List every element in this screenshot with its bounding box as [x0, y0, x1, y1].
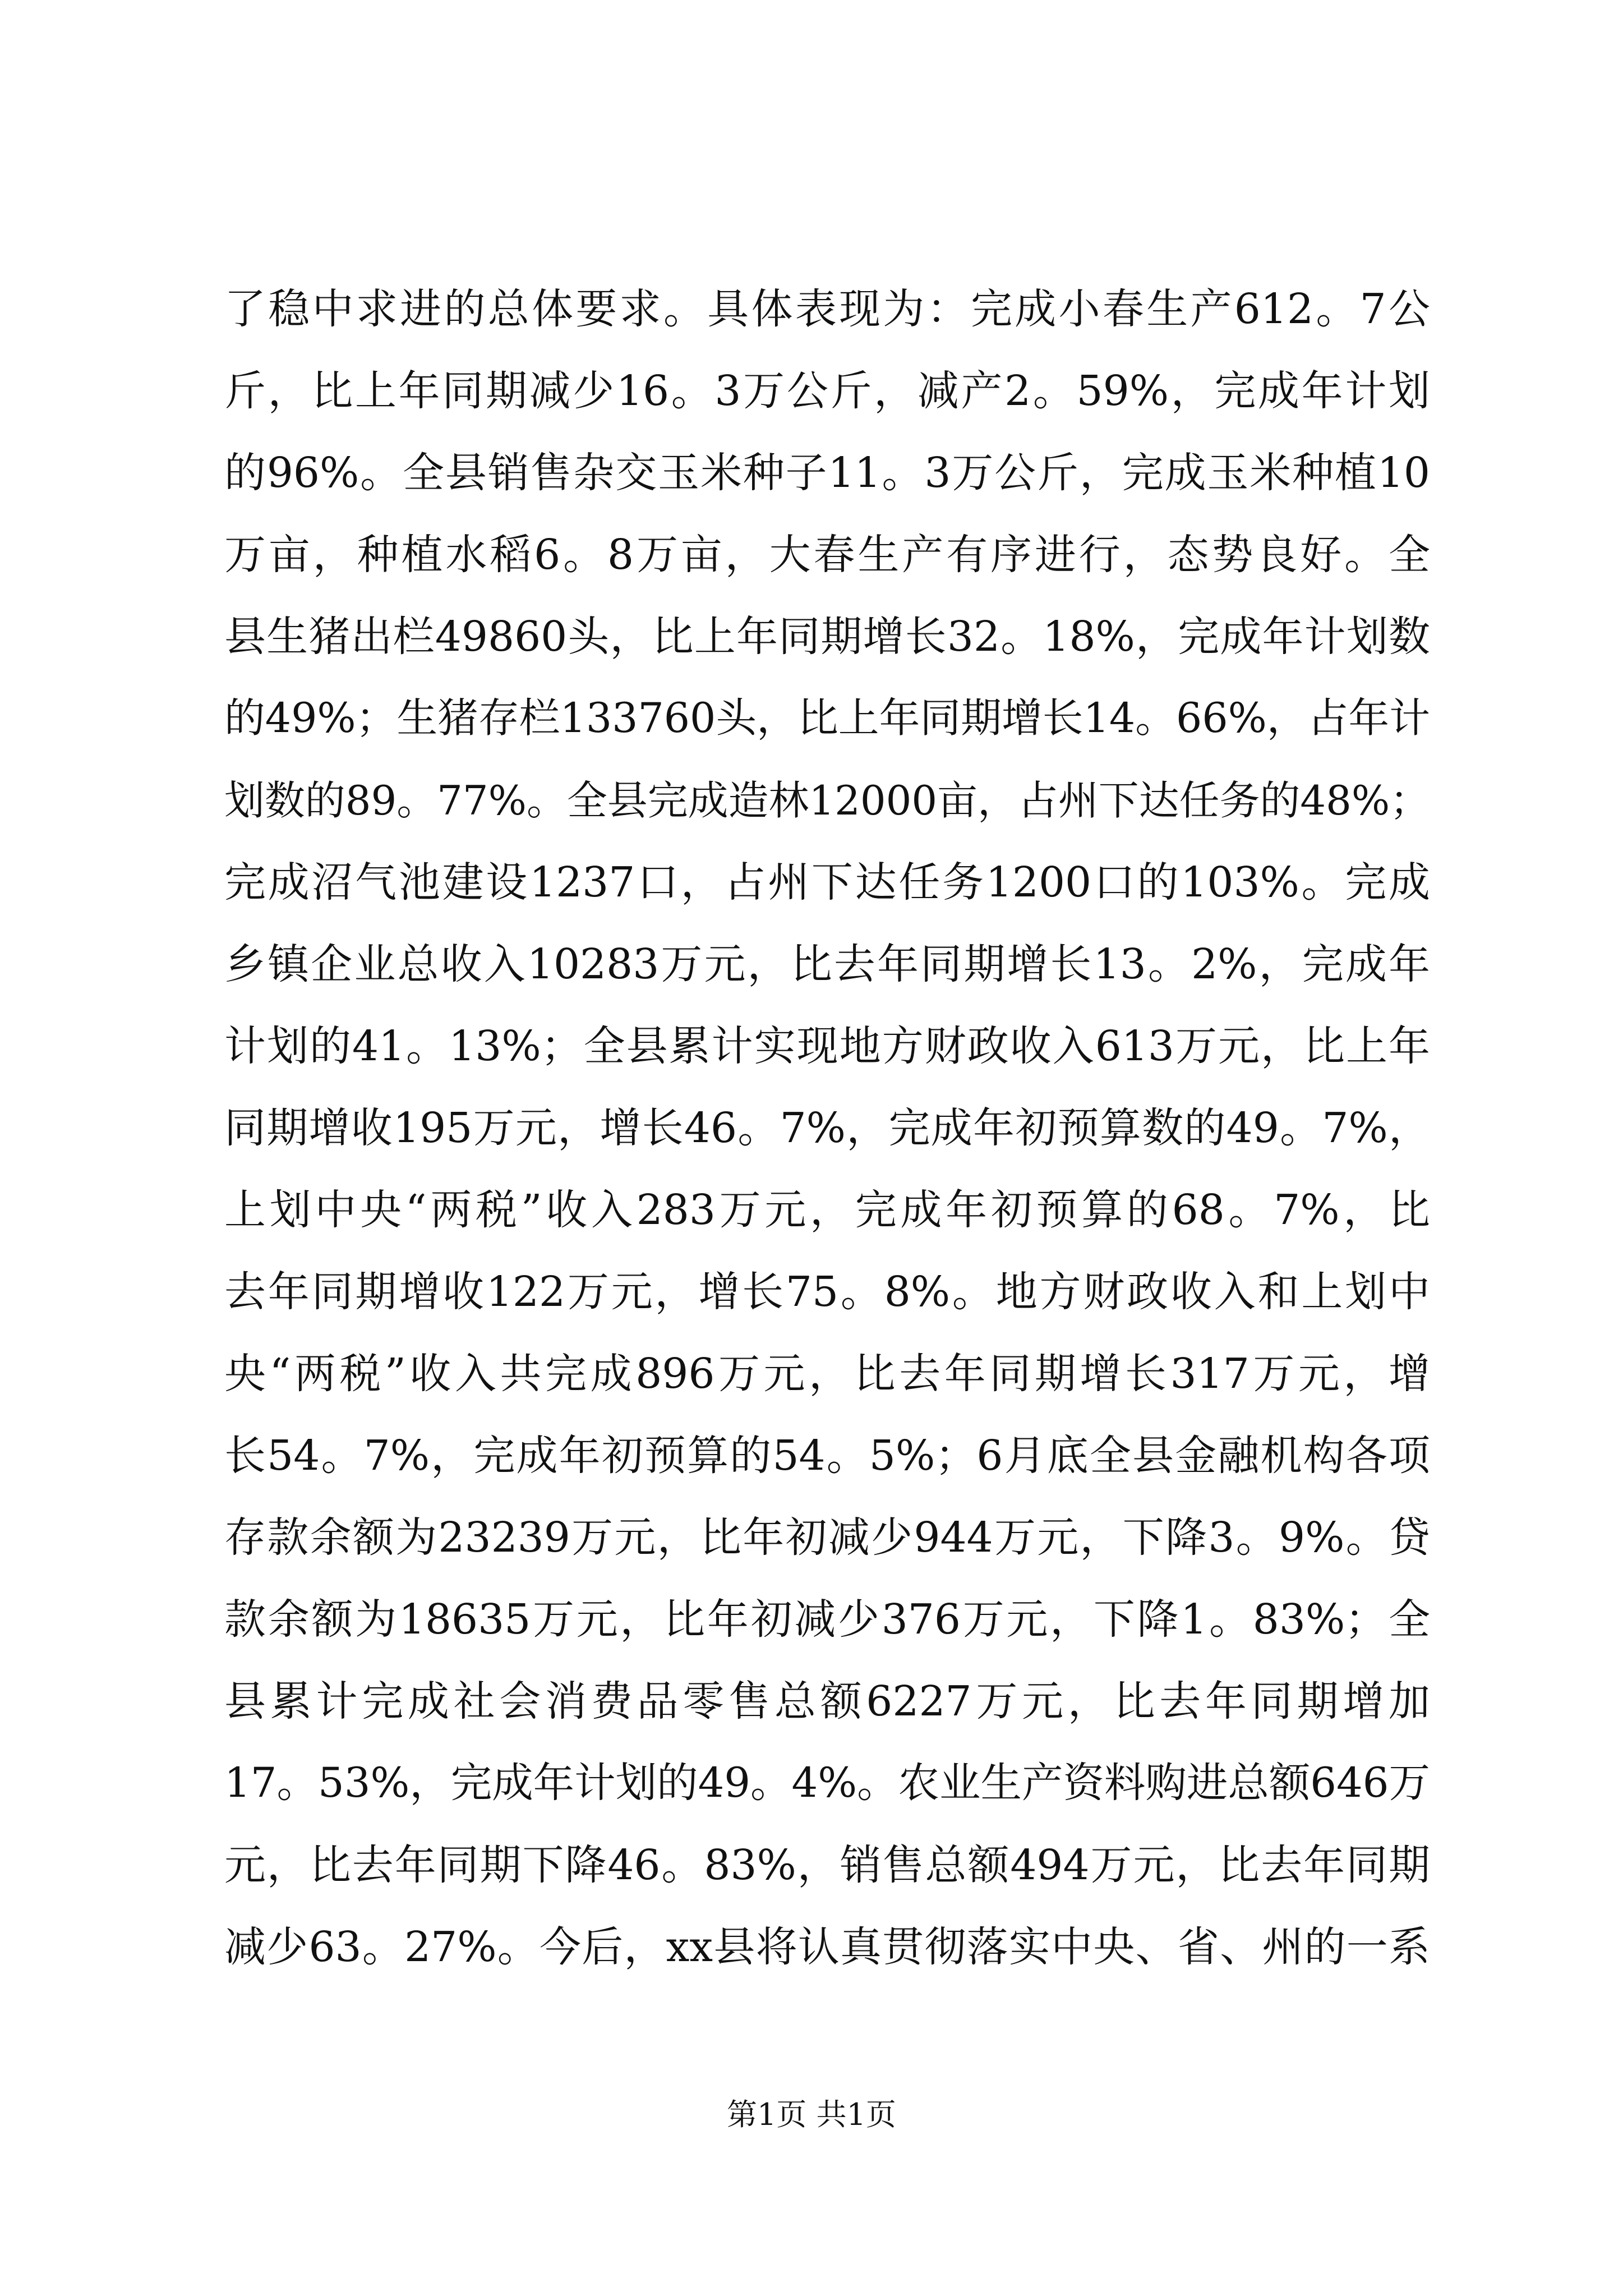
text-line-14: 央“两税”收入共完成896万元，比去年同期增长317万元，增 [224, 1350, 1430, 1398]
text-line-6: 的49%；生猪存栏133760头，比上年同期增长14。66%，占年计 [224, 694, 1430, 742]
text-line-10: 计划的41。13%；全县累计实现地方财政收入613万元，比上年 [224, 1022, 1430, 1070]
text-line-2: 斤，比上年同期减少16。3万公斤，减产2。59%，完成年计划 [224, 367, 1430, 415]
text-line-4: 万亩，种植水稻6。8万亩，大春生产有序进行，态势良好。全 [224, 531, 1430, 579]
text-line-5: 县生猪出栏49860头，比上年同期增长32。18%，完成年计划数 [224, 613, 1430, 661]
text-line-13: 去年同期增收122万元，增长75。8%。地方财政收入和上划中 [224, 1268, 1430, 1316]
text-line-7: 划数的89。77%。全县完成造林12000亩，占州下达任务的48%； [224, 777, 1430, 824]
text-line-15: 长54。7%，完成年初预算的54。5%；6月底全县金融机构各项 [224, 1432, 1430, 1480]
text-line-11: 同期增收195万元，增长46。7%，完成年初预算数的49。7%， [224, 1104, 1430, 1152]
text-line-21: 减少63。27%。今后，xx县将认真贯彻落实中央、省、州的一系 [224, 1923, 1430, 1971]
text-line-16: 存款余额为23239万元，比年初减少944万元，下降3。9%。贷 [224, 1513, 1430, 1562]
text-line-8: 完成沼气池建设1237口，占州下达任务1200口的103%。完成 [224, 858, 1430, 907]
text-line-17: 款余额为18635万元，比年初减少376万元，下降1。83%；全 [224, 1595, 1430, 1644]
text-line-3: 的96%。全县销售杂交玉米种子11。3万公斤，完成玉米种植10 [224, 449, 1430, 497]
text-line-18: 县累计完成社会消费品零售总额6227万元，比去年同期增加 [224, 1677, 1430, 1726]
body-text [224, 268, 1430, 1988]
page-number-footer: 第1页 共1页 [727, 2097, 896, 2132]
text-line-1: 了稳中求进的总体要求。具体表现为：完成小春生产612。7公 [224, 285, 1430, 333]
text-line-9: 乡镇企业总收入10283万元，比去年同期增长13。2%，完成年 [224, 940, 1430, 988]
text-line-19: 17。53%，完成年计划的49。4%。农业生产资料购进总额646万 [224, 1759, 1430, 1807]
text-line-20: 元，比去年同期下降46。83%，销售总额494万元，比去年同期 [224, 1841, 1430, 1889]
text-line-12: 上划中央“两税”收入283万元，完成年初预算的68。7%，比 [224, 1186, 1430, 1234]
